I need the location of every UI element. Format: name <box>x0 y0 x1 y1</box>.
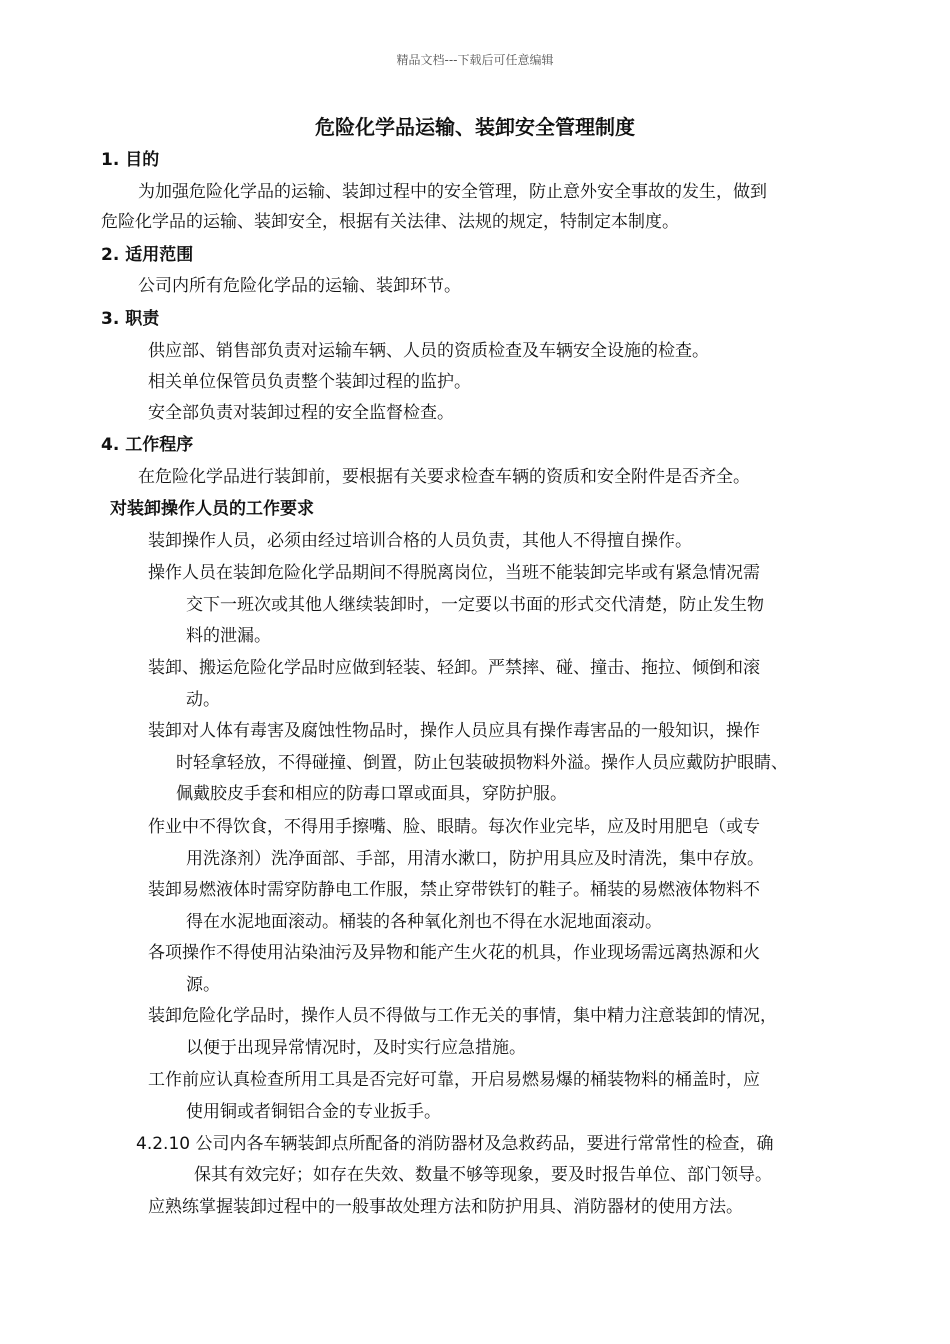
requirement-line: 用洗涤剂）洗净面部、手部，用清水漱口，防护用具应及时清洗，集中存放。 <box>186 849 764 869</box>
requirement-line: 装卸对人体有毒害及腐蚀性物品时，操作人员应具有操作毒害品的一般知识，操作 <box>148 721 760 741</box>
requirement-line: 装卸操作人员，必须由经过培训合格的人员负责，其他人不得擅自操作。 <box>148 531 692 551</box>
page-header: 精品文档---下载后可任意编辑 <box>396 53 554 67</box>
requirement-line: 各项操作不得使用沾染油污及异物和能产生火花的机具，作业现场需远离热源和火 <box>148 943 760 963</box>
requirement-line: 料的泄漏。 <box>186 626 271 646</box>
section-3-heading: 3. 职责 <box>101 309 160 329</box>
requirement-line: 作业中不得饮食，不得用手擦嘴、脸、眼睛。每次作业完毕，应及时用肥皂（或专 <box>148 817 760 837</box>
requirement-line: 交下一班次或其他人继续装卸时，一定要以书面的形式交代清楚，防止发生物 <box>186 595 764 615</box>
requirement-line: 使用铜或者铜铝合金的专业扳手。 <box>186 1102 441 1122</box>
section-3-line: 相关单位保管员负责整个装卸过程的监护。 <box>148 372 471 392</box>
section-3-line: 供应部、销售部负责对运输车辆、人员的资质检查及车辆安全设施的检查。 <box>148 341 709 361</box>
requirement-line: 保其有效完好；如存在失效、数量不够等现象，要及时报告单位、部门领导。 <box>194 1165 772 1185</box>
section-2-line: 公司内所有危险化学品的运输、装卸环节。 <box>138 276 461 296</box>
section-1-heading: 1. 目的 <box>101 150 160 170</box>
section-4-heading: 4. 工作程序 <box>101 435 194 455</box>
requirement-line: 装卸、搬运危险化学品时应做到轻装、轻卸。严禁摔、碰、撞击、拖拉、倾倒和滚 <box>148 658 760 678</box>
requirement-line: 得在水泥地面滚动。桶装的各种氧化剂也不得在水泥地面滚动。 <box>186 912 662 932</box>
section-4-subheading: 对装卸操作人员的工作要求 <box>110 499 314 519</box>
requirement-line: 佩戴胶皮手套和相应的防毒口罩或面具，穿防护服。 <box>176 784 567 804</box>
requirement-line: 应熟练掌握装卸过程中的一般事故处理方法和防护用具、消防器材的使用方法。 <box>148 1197 743 1217</box>
requirement-line: 操作人员在装卸危险化学品期间不得脱离岗位，当班不能装卸完毕或有紧急情况需 <box>148 563 760 583</box>
section-1-line: 为加强危险化学品的运输、装卸过程中的安全管理，防止意外安全事故的发生，做到 <box>138 182 767 202</box>
requirement-line: 以便于出现异常情况时，及时实行应急措施。 <box>186 1038 526 1058</box>
requirement-line: 装卸危险化学品时，操作人员不得做与工作无关的事情，集中精力注意装卸的情况， <box>148 1006 777 1026</box>
section-1-line: 危险化学品的运输、装卸安全，根据有关法律、法规的规定，特制定本制度。 <box>101 212 679 232</box>
section-2-heading: 2. 适用范围 <box>101 245 194 265</box>
document-title: 危险化学品运输、装卸安全管理制度 <box>315 115 635 139</box>
section-4-intro: 在危险化学品进行装卸前，要根据有关要求检查车辆的资质和安全附件是否齐全。 <box>138 467 750 487</box>
requirement-line: 工作前应认真检查所用工具是否完好可靠，开启易燃易爆的桶装物料的桶盖时，应 <box>148 1070 760 1090</box>
section-3-line: 安全部负责对装卸过程的安全监督检查。 <box>148 403 454 423</box>
requirement-line: 4.2.10 公司内各车辆装卸点所配备的消防器材及急救药品，要进行常常性的检查，确 <box>136 1134 774 1154</box>
requirement-line: 时轻拿轻放，不得碰撞、倒置，防止包装破损物料外溢。操作人员应戴防护眼睛、 <box>176 753 788 773</box>
requirement-line: 动。 <box>186 690 220 710</box>
requirement-line: 源。 <box>186 975 220 995</box>
requirement-line: 装卸易燃液体时需穿防静电工作服，禁止穿带铁钉的鞋子。桶装的易燃液体物料不 <box>148 880 760 900</box>
